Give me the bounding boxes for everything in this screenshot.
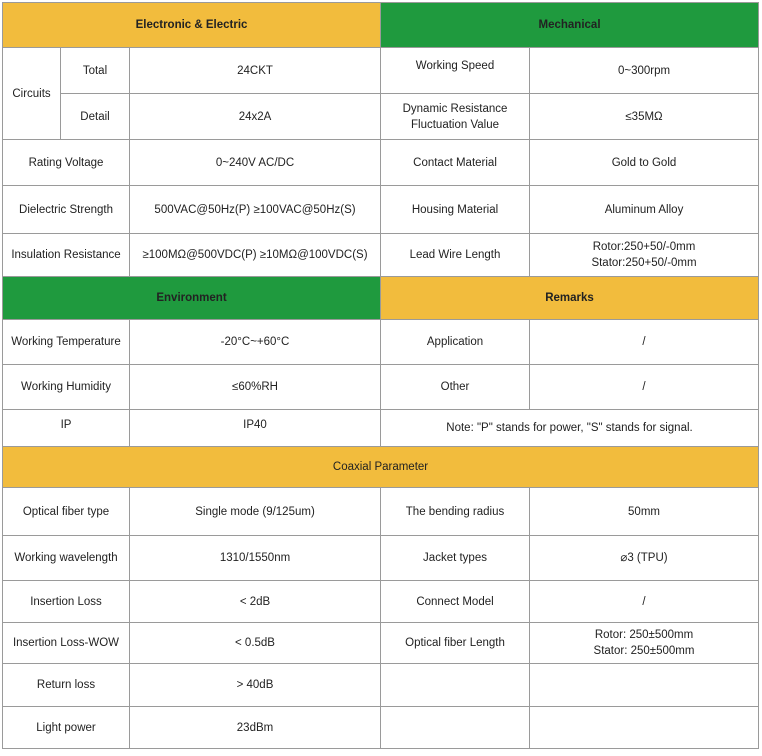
table-row xyxy=(3,664,759,707)
working-temperature-label: Working Temperature xyxy=(3,320,130,365)
connect-model-value: / xyxy=(530,581,759,623)
empty-cell xyxy=(530,707,759,749)
empty-cell xyxy=(530,664,759,707)
housing-material-value: Aluminum Alloy xyxy=(530,186,759,234)
other-value: / xyxy=(530,365,759,410)
fiber-length-label: Optical fiber Length xyxy=(381,623,530,664)
dynamic-resistance-label xyxy=(381,94,530,140)
header-mechanical: Mechanical xyxy=(381,3,759,48)
header-coaxial: Coaxial Parameter xyxy=(3,447,759,488)
empty-cell xyxy=(381,664,530,707)
ip-value: IP40 xyxy=(130,410,381,447)
table-row xyxy=(3,488,759,536)
detail-label: Detail xyxy=(61,94,130,140)
fiber-length-rotor: Rotor: 250±500mm xyxy=(594,629,694,641)
lead-wire-length-value xyxy=(530,234,759,277)
bending-radius-label: The bending radius xyxy=(381,488,530,536)
header-row-top xyxy=(3,3,759,48)
table-row xyxy=(3,623,759,664)
fiber-length-value xyxy=(530,623,759,664)
jacket-types-value: ⌀3 (TPU) xyxy=(530,536,759,581)
lead-wire-length-label: Lead Wire Length xyxy=(381,234,530,277)
table-row xyxy=(3,410,759,447)
header-remarks: Remarks xyxy=(381,277,759,320)
insulation-resistance-value: ≥100MΩ@500VDC(P) ≥10MΩ@100VDC(S) xyxy=(130,234,381,277)
contact-material-label: Contact Material xyxy=(381,140,530,186)
working-humidity-value: ≤60%RH xyxy=(130,365,381,410)
dynamic-resistance-label-line1: Dynamic Resistance xyxy=(402,102,508,115)
table-row xyxy=(3,365,759,410)
light-power-label: Light power xyxy=(3,707,130,749)
connect-model-label: Connect Model xyxy=(381,581,530,623)
rating-voltage-label: Rating Voltage xyxy=(3,140,130,186)
header-environment: Environment xyxy=(3,277,381,320)
working-speed-label: Working Speed xyxy=(381,48,530,94)
insertion-loss-label: Insertion Loss xyxy=(3,581,130,623)
header-row-middle xyxy=(3,277,759,320)
bending-radius-value: 50mm xyxy=(530,488,759,536)
rating-voltage-value: 0~240V AC/DC xyxy=(130,140,381,186)
total-label: Total xyxy=(61,48,130,94)
fiber-type-value: Single mode (9/125um) xyxy=(130,488,381,536)
table-row xyxy=(3,234,759,277)
other-label: Other xyxy=(381,365,530,410)
working-humidity-label: Working Humidity xyxy=(3,365,130,410)
table-row xyxy=(3,707,759,749)
fiber-type-label: Optical fiber type xyxy=(3,488,130,536)
remarks-note: Note: "P" stands for power, "S" stands for signal. xyxy=(381,410,759,447)
application-value: / xyxy=(530,320,759,365)
table-row xyxy=(3,140,759,186)
contact-material-value: Gold to Gold xyxy=(530,140,759,186)
dynamic-resistance-label-line2: Fluctuation Value xyxy=(411,118,500,131)
housing-material-label: Housing Material xyxy=(381,186,530,234)
insertion-loss-wow-value: < 0.5dB xyxy=(130,623,381,664)
lead-wire-rotor: Rotor:250+50/-0mm xyxy=(592,241,696,253)
insertion-loss-value: < 2dB xyxy=(130,581,381,623)
insulation-resistance-label: Insulation Resistance xyxy=(3,234,130,277)
spec-table xyxy=(2,2,759,749)
light-power-value: 23dBm xyxy=(130,707,381,749)
return-loss-value: > 40dB xyxy=(130,664,381,707)
total-value: 24CKT xyxy=(130,48,381,94)
jacket-types-label: Jacket types xyxy=(381,536,530,581)
lead-wire-stator: Stator:250+50/-0mm xyxy=(591,257,697,269)
dielectric-strength-label: Dielectric Strength xyxy=(3,186,130,234)
application-label: Application xyxy=(381,320,530,365)
table-row xyxy=(3,536,759,581)
dynamic-resistance-value: ≤35MΩ xyxy=(530,94,759,140)
table-row xyxy=(3,94,759,140)
table-row xyxy=(3,48,759,94)
header-row-coaxial xyxy=(3,447,759,488)
working-temperature-value: -20°C~+60°C xyxy=(130,320,381,365)
fiber-length-stator: Stator: 250±500mm xyxy=(593,645,695,657)
circuits-label: Circuits xyxy=(3,48,61,140)
insertion-loss-wow-label: Insertion Loss-WOW xyxy=(3,623,130,664)
working-speed-value: 0~300rpm xyxy=(530,48,759,94)
detail-value: 24x2A xyxy=(130,94,381,140)
table-row xyxy=(3,320,759,365)
wavelength-label: Working wavelength xyxy=(3,536,130,581)
empty-cell xyxy=(381,707,530,749)
wavelength-value: 1310/1550nm xyxy=(130,536,381,581)
table-row xyxy=(3,581,759,623)
header-electronic: Electronic & Electric xyxy=(3,3,381,48)
dielectric-strength-value: 500VAC@50Hz(P) ≥100VAC@50Hz(S) xyxy=(130,186,381,234)
ip-label: IP xyxy=(3,410,130,447)
table-row xyxy=(3,186,759,234)
return-loss-label: Return loss xyxy=(3,664,130,707)
